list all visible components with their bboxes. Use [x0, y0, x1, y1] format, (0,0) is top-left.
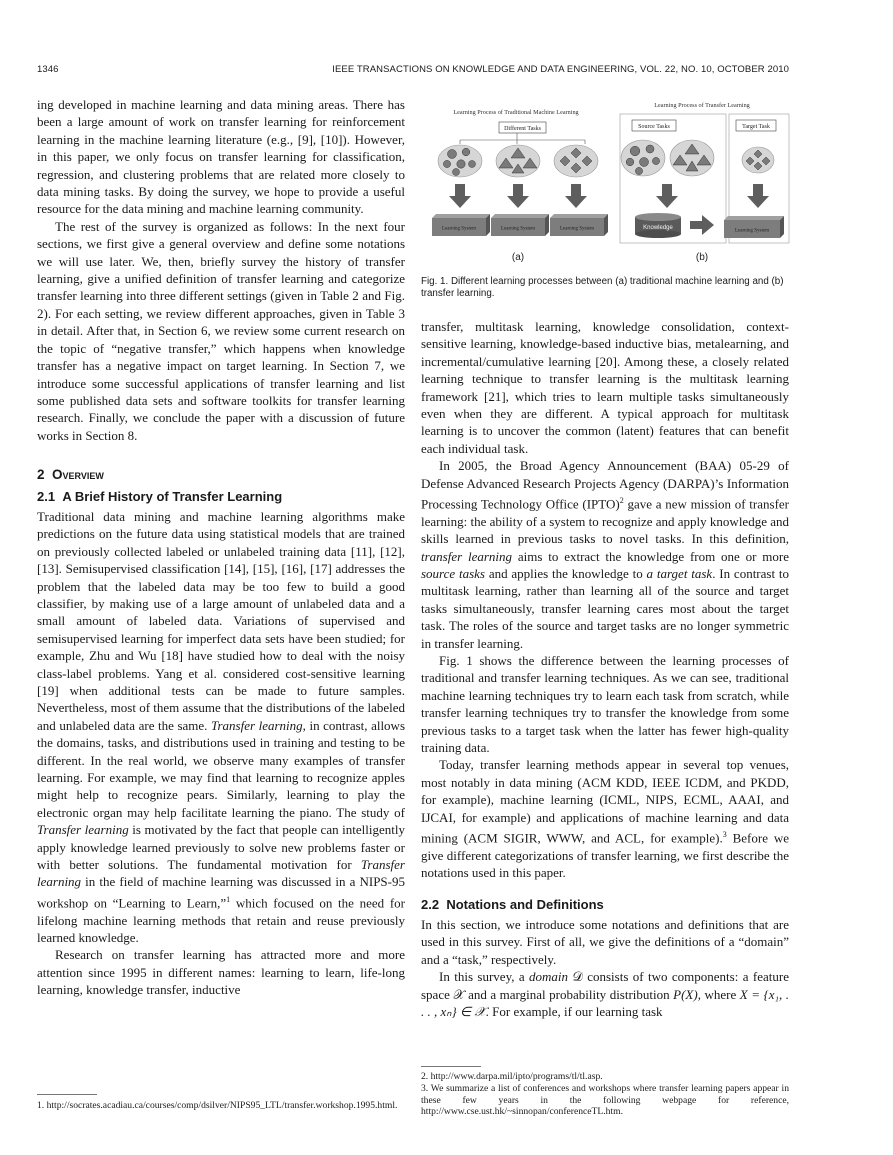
footnote-rule — [421, 1066, 481, 1067]
subsection-number: 2.1 — [37, 488, 56, 504]
footnote-marker: 1 — [226, 894, 231, 904]
text-run: Today, transfer learning methods appear in several top venues, most notably in data mining (ACM KDD, IEEE ICDM, and PKDD, for example), machine learning (ICML, NIPS, ECML, AAAI, and IJCAI, for example) and applications of machine learning and data mining (ACM SIGIR, WWW, and ACL, for example). — [421, 757, 789, 846]
figure-1 — [424, 98, 792, 266]
subsection-heading — [37, 488, 405, 505]
panel-a-title: Learning Process of Traditional Machine Learning — [453, 109, 579, 116]
text-run: which focused on the need for lifelong machine learning methods that retain and reuse previously learned knowledge. — [37, 895, 405, 946]
footnote-2: 2. http://www.darpa.mil/ipto/programs/tl/tl.asp. — [421, 1071, 603, 1082]
source-tasks-label: Source Tasks — [638, 124, 670, 130]
paragraph — [421, 968, 789, 1020]
target-task-label: Target Task — [742, 124, 770, 130]
emphasis: transfer learning — [421, 548, 513, 564]
footnote-3: 3. We summarize a list of conferences and workshops where transfer learning papers appear in these few years in the following webpage for reference, http://www.cse.ust.hk/~sinnopan/conferenceTL.htm. — [421, 1083, 789, 1117]
text-run: aims to extract the knowledge from one or more — [512, 548, 790, 564]
svg-text:Learning System: Learning System — [734, 228, 770, 234]
left-column — [37, 96, 405, 999]
panel-b-title: Learning Process of Transfer Learning — [654, 102, 750, 109]
footnote-marker: 3 — [722, 830, 727, 840]
paragraph — [421, 756, 789, 881]
svg-text:Learning System: Learning System — [441, 226, 477, 232]
text-run: 𝒟 consists of two components: a feature space 𝒳 and a marginal probability distribution — [421, 969, 789, 1002]
subsection-heading — [421, 896, 789, 913]
text-run: . In contrast to multitask learning, rather than learning all of the source and target tasks simultaneously, transfer learning cares most about the target task. The roles of the source and target tasks are no longer symmetric in transfer learning. — [421, 566, 789, 651]
footnote-marker: 2 — [619, 496, 624, 506]
emphasis: Transfer learning — [37, 822, 129, 838]
footnote-1: 1. http://socrates.acadiau.ca/courses/comp/dsilver/NIPS95_LTL/transfer.workshop.1995.html. — [37, 1100, 398, 1111]
text-run: Before we give different categorizations of transfer learning, we first describe the notations used in this paper. — [421, 830, 790, 881]
section-number: 2 — [37, 467, 45, 483]
text-run: Traditional data mining and machine learning algorithms make predictions on the future data using statistical models that are trained on previously collected labeled or unlabeled training data [11], [12], [13]. Semisupervised classification [14], [15], [16], [17] addresses the problem that the labeled data may be too few to build a good classifier, by making use of a large amount of unlabeled data and a small amount of labeled data. Variations of supervised and semisupervised learning for imperfect data sets have been studied; for example, Zhu and Wu [18] have studied how to deal with the noisy class-label problems. Yang et al. considered cost-sensitive learning [19] when additional tests can be made to future samples. Nevertheless, most of them assume that the distributions of the labeled and unlabeled data are the same. — [37, 508, 405, 733]
paragraph: ing developed in machine learning and data mining areas. There has been a large amount of work on transfer learning for reinforcement learning in the machine learning literature (e.g., [9], [10]). However, in this paper, we only focus on transfer learning for classification, regression, and clustering problems that are related more closely to data mining tasks. By doing the survey, we hope to provide a useful resource for the data mining and machine learning community. — [37, 97, 405, 217]
subsection-title: Notations and Definitions — [446, 896, 604, 912]
paragraph: transfer, multitask learning, knowledge consolidation, context-sensitive learning, knowledge-based inductive bias, metalearning, and incremental/cumulative learning [20]. Among these, a closely related learning technique to transfer learning is the multitask learning framework [21], which tries to learn multiple tasks simultaneously even when they are different. A typical approach for multitask learning is to uncover the common (latent) features that can benefit each individual task. — [421, 319, 789, 456]
down-arrow-icon — [507, 184, 529, 208]
down-arrow-icon — [565, 184, 587, 208]
right-arrow-icon — [690, 215, 714, 235]
paragraph: The rest of the survey is organized as follows: In the next four sections, we first give a general overview and define some notations we will use later. We, then, briefly survey the history of transfer learning, give a unified definition of transfer learning and categorize transfer learning into three different settings (given in Table 2 and Fig. 2). For each setting, we review different approaches, given in Table 3 in detail. After that, in Section 6, we review some current research on the topic of “negative transfer,” which happens when knowledge transfer has a negative impact on target learning. In Section 7, we introduce some successful applications of transfer learning and list some published data sets and software toolkits for transfer learning research. Finally, we conclude the paper with a discussion of future works in Section 8. — [37, 218, 405, 443]
text-run: , where — [697, 986, 740, 1002]
subsection-number: 2.2 — [421, 896, 440, 912]
subsection-title: A Brief History of Transfer Learning — [62, 488, 283, 504]
figure-caption: Fig. 1. Different learning processes between (a) traditional machine learning and (b) transfer learning. — [421, 276, 784, 300]
down-arrow-icon — [656, 184, 678, 208]
panel-b-label: (b) — [695, 252, 709, 263]
svg-text:Knowledge: Knowledge — [643, 225, 673, 231]
emphasis: Transfer learning — [210, 717, 303, 733]
learning-system-block — [432, 214, 490, 236]
down-arrow-icon — [449, 184, 471, 208]
text-run: gave a new mission of transfer learning: the ability of a system to recognize and apply knowledge and skills learned in previous tasks to novel tasks. In this definition, — [421, 496, 789, 547]
text-run: and applies the knowledge to — [485, 566, 647, 582]
knowledge-cylinder — [635, 213, 681, 238]
paragraph — [37, 508, 405, 946]
paragraph: Fig. 1 shows the difference between the learning processes of traditional and transfer learning techniques. As we can see, traditional machine learning techniques try to learn each task from scratch, while transfer learning techniques try to transfer the knowledge from some previous tasks to a target task when the latter has fewer high-quality training data. — [421, 653, 789, 756]
text-run: in the field of machine learning was discussed in a NIPS-95 workshop on “Learning to Learn,” — [37, 874, 405, 911]
text-run: . For example, if our learning task — [485, 1004, 663, 1020]
section-heading — [37, 466, 405, 483]
emphasis: domain — [529, 969, 569, 985]
math: X = {x₁, . . . , xₙ} ∈ 𝒳 — [421, 986, 789, 1020]
math: P(X) — [673, 986, 698, 1002]
paragraph: Research on transfer learning has attracted more and more attention since 1995 in different names: learning to learn, life-long learning, knowledge transfer, inductive — [37, 947, 405, 998]
down-arrow-icon — [747, 184, 769, 208]
emphasis: Transfer learning — [37, 857, 405, 890]
learning-system-block — [724, 216, 784, 238]
right-column — [421, 318, 789, 1021]
different-tasks-label: Different Tasks — [504, 126, 541, 132]
panel-a-label: (a) — [511, 252, 525, 263]
text-run: is motivated by the fact that people can intelligently apply knowledge learned previously to solve new problems faster or with better solutions. The fundamental motivation for — [37, 822, 406, 873]
paragraph — [421, 457, 789, 652]
footnote-rule — [37, 1094, 97, 1095]
svg-text:Learning System: Learning System — [559, 226, 595, 232]
journal-header: IEEE TRANSACTIONS ON KNOWLEDGE AND DATA ENGINEERING, VOL. 22, NO. 10, OCTOBER 2010 — [332, 64, 789, 75]
emphasis: a target task — [646, 566, 713, 582]
text-run: In 2005, the Broad Agency Announcement (BAA) 05-29 of Defense Advanced Research Projects Agency (DARPA)’s Information Processing Technology Office (IPTO) — [421, 458, 789, 512]
svg-text:Learning System: Learning System — [500, 226, 536, 232]
learning-system-block — [550, 214, 608, 236]
section-title: Overview — [52, 467, 104, 483]
text-run: , in contrast, allows the domains, tasks, and distributions used in training and testing to be different. In the real world, we observe many examples of transfer learning. For example, we may find that learning to recognize apples might help to recognize pears. Similarly, learning to play the electronic organ may help facilitate learning the piano. The study of — [37, 717, 406, 820]
emphasis: source tasks — [421, 566, 485, 582]
text-run: In this survey, a — [439, 969, 530, 985]
paragraph: In this section, we introduce some notations and definitions that are used in this survey. First of all, we give the definitions of a “domain” and a “task,” respectively. — [421, 917, 789, 967]
page-number: 1346 — [37, 64, 59, 75]
learning-system-block — [491, 214, 549, 236]
